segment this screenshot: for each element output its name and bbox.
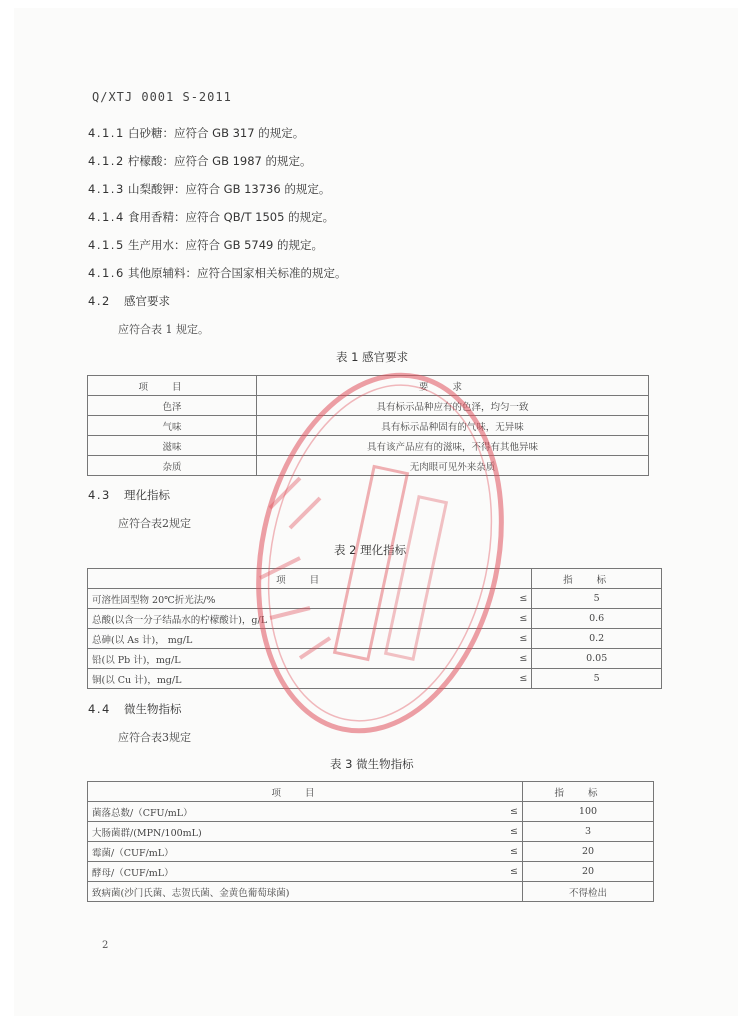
table-row: 可溶性固型物 20℃折光法/% ≤ 5 <box>88 589 662 609</box>
table-row: 大肠菌群/(MPN/100mL) ≤ 3 <box>88 822 654 842</box>
clause-4-1-2: 4.1.2 柠檬酸：应符合 GB 1987 的规定。 <box>88 154 312 168</box>
table-row: 酵母/（CUF/mL） ≤ 20 <box>88 862 654 882</box>
table-row: 总酸(以含一分子结晶水的柠檬酸计)，g/L ≤ 0.6 <box>88 609 662 629</box>
table3-microbiological <box>87 781 654 902</box>
section-4-2-heading: 4.2 感官要求 <box>88 294 170 308</box>
table-header-row <box>88 782 654 802</box>
standard-number-header: Q/XTJ 0001 S-2011 <box>92 90 232 104</box>
table1-caption: 表 1 感官要求 <box>336 350 409 364</box>
clause-4-1-3: 4.1.3 山梨酸钾：应符合 GB 13736 的规定。 <box>88 182 331 196</box>
table-row: 杂质 无肉眼可见外来杂质 <box>88 456 649 476</box>
official-seal-stamp <box>230 358 530 758</box>
section-4-2-text: 应符合表 1 规定。 <box>118 323 209 336</box>
section-4-4-text: 应符合表3规定 <box>118 731 191 744</box>
table-row: 色泽 具有标示品种应有的色泽，均匀一致 <box>88 396 649 416</box>
table2-caption: 表 2 理化指标 <box>334 543 407 557</box>
clause-4-1-4: 4.1.4 食用香精：应符合 QB/T 1505 的规定。 <box>88 210 335 224</box>
table-row: 菌落总数/（CFU/mL） ≤ 100 <box>88 802 654 822</box>
table-row: 致病菌(沙门氏菌、志贺氏菌、金黄色葡萄球菌) 不得检出 <box>88 882 654 902</box>
clause-4-1-1: 4.1.1 白砂糖：应符合 GB 317 的规定。 <box>88 126 305 140</box>
table-row: 霉菌/（CUF/mL） ≤ 20 <box>88 842 654 862</box>
table-row: 气味 具有标示品种固有的气味，无异味 <box>88 416 649 436</box>
column-header: 项目 <box>271 787 339 799</box>
clause-4-1-5: 4.1.5 生产用水：应符合 GB 5749 的规定。 <box>88 238 324 252</box>
section-4-3-text: 应符合表2规定 <box>118 517 191 530</box>
section-4-4-heading: 4.4 微生物指标 <box>88 702 182 716</box>
table3-caption: 表 3 微生物指标 <box>330 757 414 771</box>
page-number: 2 <box>102 940 109 951</box>
table-row: 总砷(以 As 计)， mg/L ≤ 0.2 <box>88 629 662 649</box>
table-row: 滋味 具有该产品应有的滋味，不得有其他异味 <box>88 436 649 456</box>
column-header: 要求 <box>418 381 486 393</box>
column-header: 项目 <box>276 574 344 586</box>
table-row: 铅(以 Pb 计)，mg/L ≤ 0.05 <box>88 649 662 669</box>
clause-4-1-6: 4.1.6 其他原辅料：应符合国家相关标准的规定。 <box>88 266 347 280</box>
column-header: 指标 <box>554 787 622 799</box>
column-header: 指标 <box>563 574 631 586</box>
column-header: 项目 <box>138 381 206 393</box>
table-row: 铜(以 Cu 计)，mg/L ≤ 5 <box>88 669 662 689</box>
section-4-3-heading: 4.3 理化指标 <box>88 488 170 502</box>
